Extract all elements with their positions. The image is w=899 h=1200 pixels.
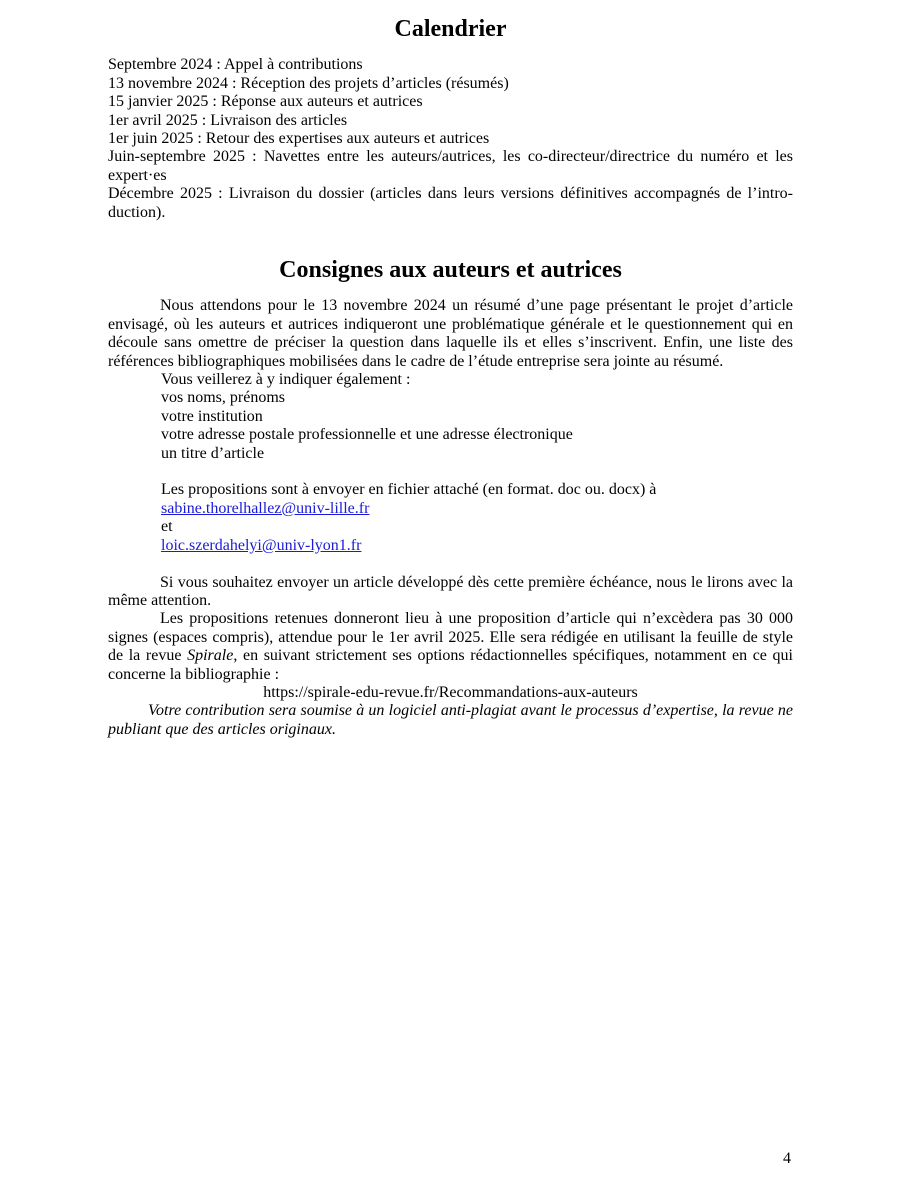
send-instructions: Les propositions sont à envoyer en fichier attaché (en format. doc ou. docx) à [161,481,657,499]
calendar-item: 1er avril 2025 : Livraison des articles [108,111,348,129]
calendar-item: 1er juin 2025 : Retour des expertises aux auteurs et autrices [108,130,490,148]
indicate-item: votre adresse postale professionnelle et une adresse électronique [161,426,573,444]
calendar-item: Juin-septembre 2025 : Navettes entre les auteurs/autrices, les co-directeur/directrice du numéro et les expert·es [108,148,793,184]
indicate-block [108,371,793,555]
guidelines-intro-paragraph: Nous attendons pour le 13 novembre 2024 un résumé d’une page présentant le projet d’article envisagé, où les auteurs et autrices indiqueront une problématique générale et le questionnement qui en découle sans omettre de préciser la question dans laquelle ils et elles s’inscrivent. Enfin, une liste des références bibliographiques mobilisées dans le cadre de l’étude entreprise sera jointe au résumé. [108,297,793,370]
developed-article-paragraph: Si vous souhaitez envoyer un article développé dès cette première échéance, nous le lirons avec la même attention. [108,573,793,609]
calendar-item: 13 novembre 2024 : Réception des projets d’articles (résumés) [108,74,509,92]
journal-name: Spirale [187,647,234,665]
indicate-item: vos noms, prénoms [161,389,285,407]
indicate-item: votre institution [161,407,263,425]
blank-line [108,555,793,573]
indicate-item: un titre d’article [161,444,265,462]
calendar-item: Décembre 2025 : Livraison du dossier (articles dans leurs versions définitives accompagnés de l’introduction). [108,185,793,221]
section-spacer [108,222,793,261]
plagiarism-notice: Votre contribution sera soumise à un logiciel anti-plagiat avant le processus d’expertise, la revue ne publiant que des articles originaux. [108,702,793,738]
retained-proposals-paragraph [108,610,793,684]
calendar-item: 15 janvier 2025 : Réponse aux auteurs et autrices [108,93,423,111]
calendar-list [108,56,793,222]
calendar-title: Calendrier [394,16,507,42]
retained-text-end: , en suivant strictement ses options rédactionnelles spécifiques, notamment en ce qui concerne la bibliographie : [108,647,793,683]
document-page [108,16,793,739]
email-link-loic[interactable]: loic.szerdahelyi@univ-lyon1.fr [161,536,362,554]
blank-line [161,463,793,481]
guidelines-title: Consignes aux auteurs et autrices [279,257,622,284]
and-word: et [161,518,173,536]
page-number: 4 [783,1150,791,1167]
retained-text-start: Les propositions retenues donneront lieu à une proposition d’article qui n’excèdera pas 30 000 signes (espaces compris), attendue pour le 1er avril 2025. Elle sera rédigée en utilisant la feuille de style de la revue [108,610,793,665]
recommendations-url: https://spirale-edu-revue.fr/Recommandations-aux-auteurs [263,683,638,701]
calendar-item: Septembre 2024 : Appel à contributions [108,56,363,74]
email-link-sabine[interactable]: sabine.thorelhallez@univ-lille.fr [161,499,370,517]
indicate-label: Vous veillerez à y indiquer également : [161,371,411,389]
